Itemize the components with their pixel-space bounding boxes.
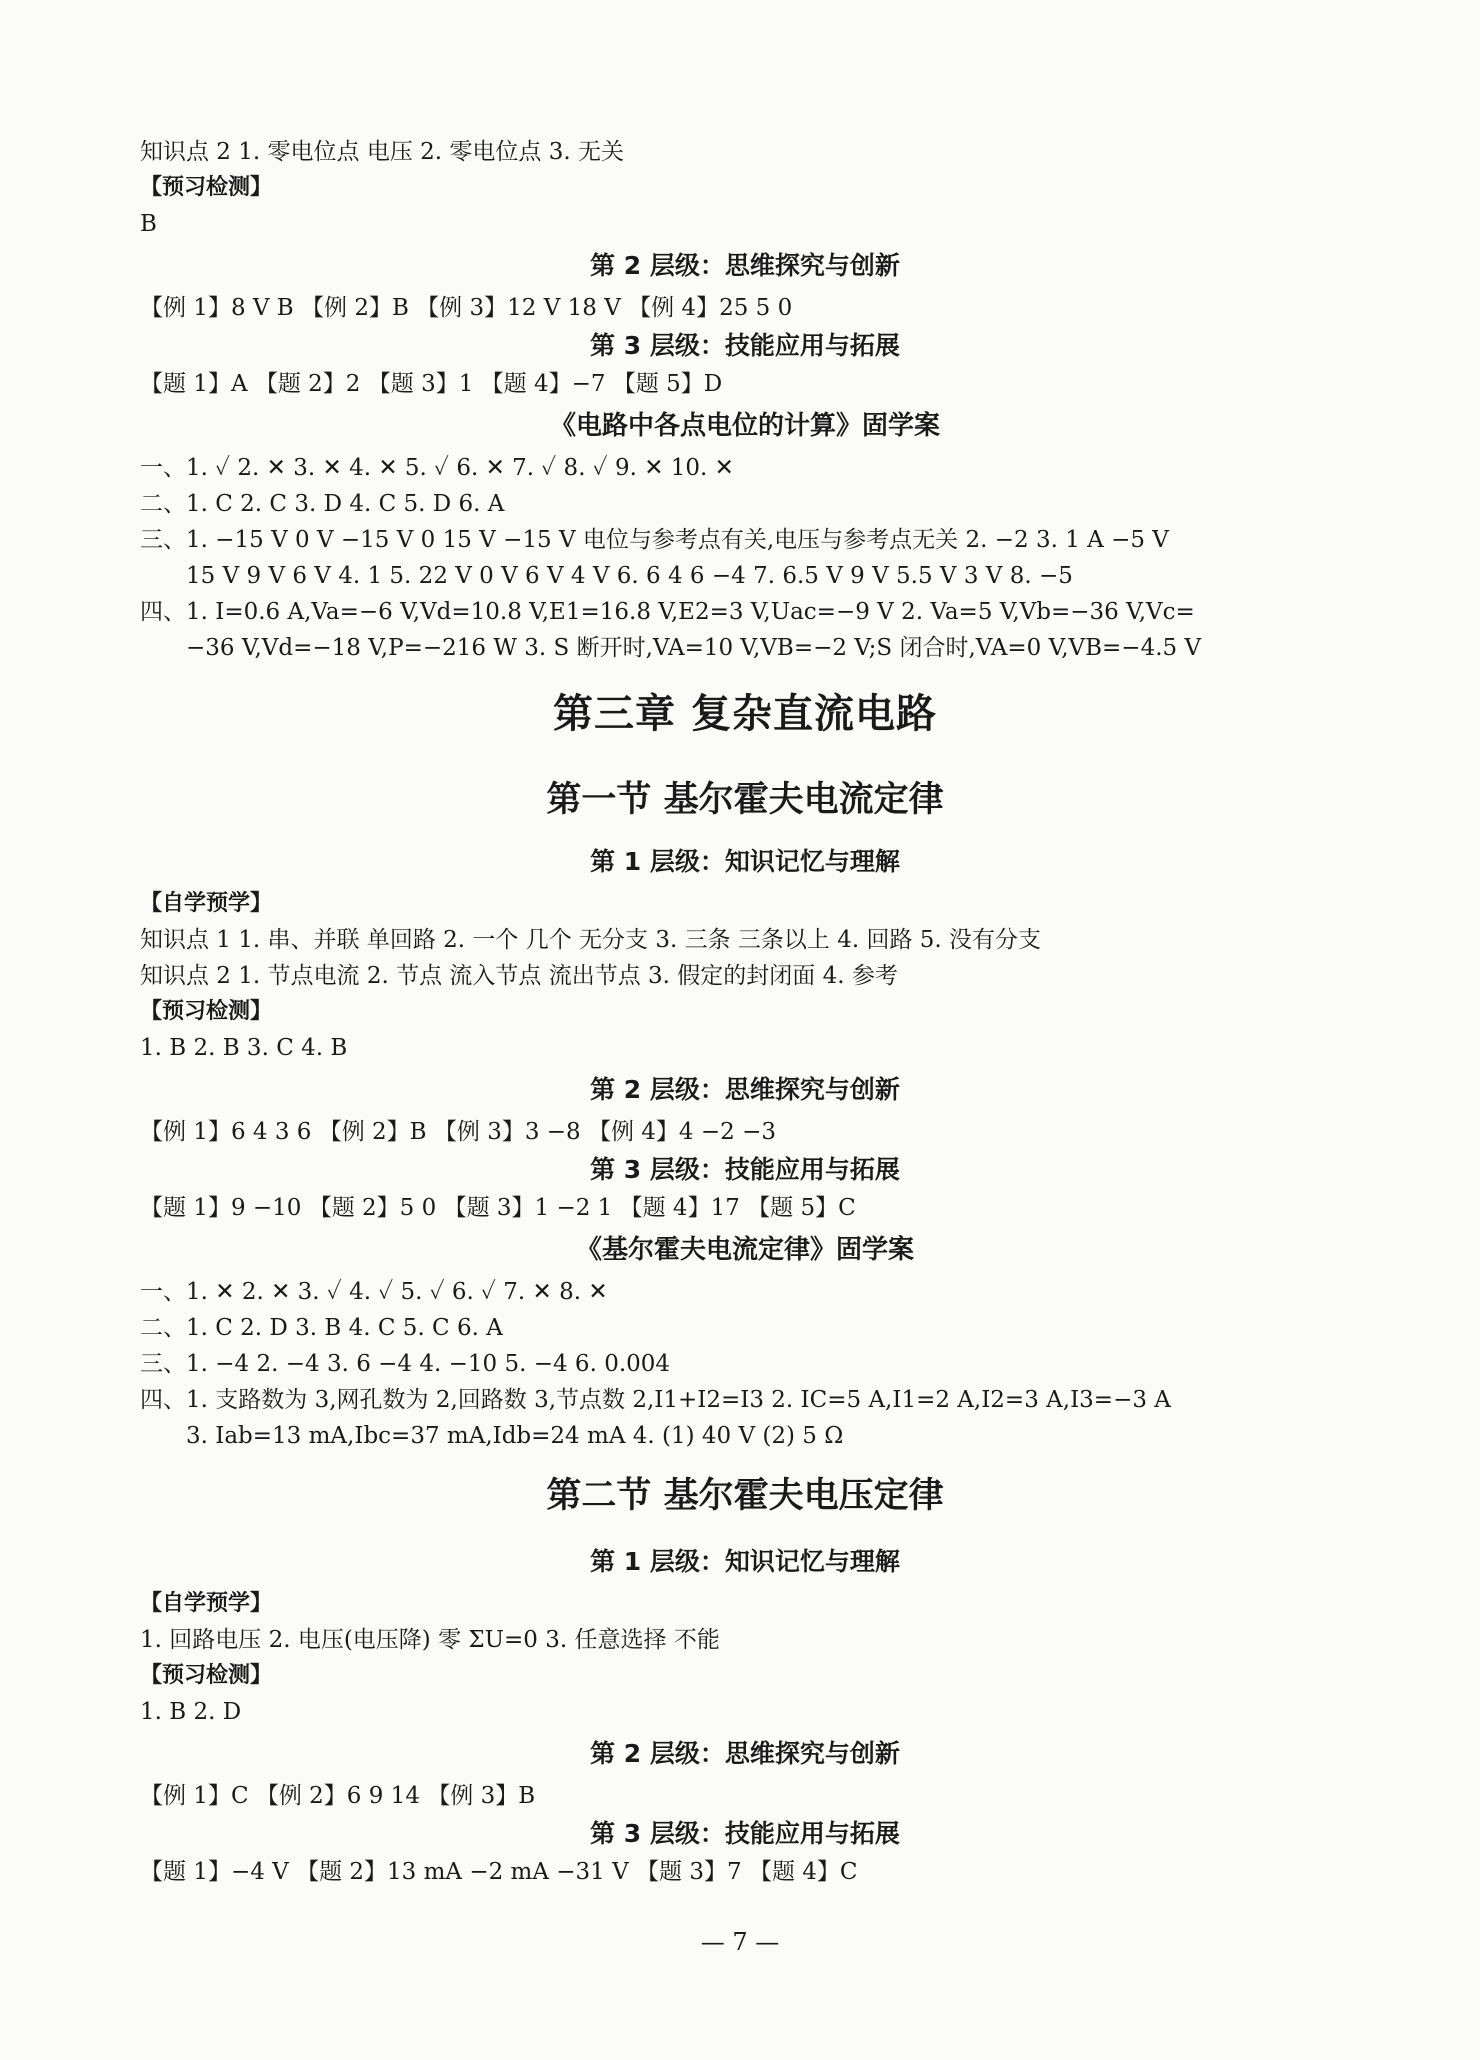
guxue-line: −36 V,Vd=−18 V,P=−216 W 3. S 断开时,VA=10 V,VB=−2 V;S 闭合时,VA=0 V,VB=−4.5 V bbox=[186, 635, 1202, 661]
level3-title: 第 3 层级：技能应用与拓展 bbox=[590, 331, 900, 360]
kp1-line: 知识点 1 1. 串、并联 单回路 2. 一个 几个 无分支 3. 三条 三条以上 4. 回路 5. 没有分支 bbox=[140, 927, 1042, 953]
zixue-answer: 1. 回路电压 2. 电压(电压降) 零 ΣU=0 3. 任意选择 不能 bbox=[140, 1627, 720, 1653]
guxue-line: 一、1. ✓ 2. ✕ 3. ✕ 4. ✕ 5. ✓ 6. ✕ 7. ✓ 8. ✓ 9. ✕ 10. ✕ bbox=[140, 455, 734, 481]
guxue-title: 《电路中各点电位的计算》固学案 bbox=[549, 411, 940, 441]
yuxi-answer: B bbox=[140, 211, 157, 237]
yuxi-header: 【预习检测】 bbox=[140, 999, 273, 1024]
kp2-line: 知识点 2 1. 零电位点 电压 2. 零电位点 3. 无关 bbox=[140, 139, 624, 165]
guxue-line: 二、1. C 2. D 3. B 4. C 5. C 6. A bbox=[140, 1315, 503, 1341]
level2-answers: 【例 1】6 4 3 6 【例 2】B 【例 3】3 −8 【例 4】4 −2 −3 bbox=[140, 1119, 776, 1145]
chapter-title: 第三章 复杂直流电路 bbox=[553, 691, 937, 737]
kp2-line: 知识点 2 1. 节点电流 2. 节点 流入节点 流出节点 3. 假定的封闭面 4. 参考 bbox=[140, 963, 898, 989]
guxue-line: 三、1. −4 2. −4 3. 6 −4 4. −10 5. −4 6. 0.004 bbox=[140, 1351, 671, 1377]
yuxi-answer: 1. B 2. D bbox=[140, 1699, 242, 1725]
page-number: — 7 — bbox=[700, 1928, 780, 1956]
level3-title: 第 3 层级：技能应用与拓展 bbox=[590, 1155, 900, 1184]
guxue-line: 一、1. ✕ 2. ✕ 3. ✓ 4. ✓ 5. ✓ 6. ✓ 7. ✕ 8. ✕ bbox=[140, 1279, 608, 1305]
zixue-header: 【自学预学】 bbox=[140, 891, 273, 916]
level3-title: 第 3 层级：技能应用与拓展 bbox=[590, 1819, 900, 1848]
zixue-header: 【自学预学】 bbox=[140, 1591, 273, 1616]
level1-title: 第 1 层级：知识记忆与理解 bbox=[590, 847, 900, 876]
level3-answers: 【题 1】−4 V 【题 2】13 mA −2 mA −31 V 【题 3】7 【题 4】C bbox=[140, 1859, 858, 1885]
guxue-line: 四、1. 支路数为 3,网孔数为 2,回路数 3,节点数 2,I1+I2=I3 2. IC=5 A,I1=2 A,I2=3 A,I3=−3 A bbox=[140, 1387, 1171, 1413]
yuxi-header: 【预习检测】 bbox=[140, 175, 273, 200]
section-title: 第二节 基尔霍夫电压定律 bbox=[546, 1476, 944, 1516]
guxue-line: 三、1. −15 V 0 V −15 V 0 15 V −15 V 电位与参考点有关,电压与参考点无关 2. −2 3. 1 A −5 V bbox=[140, 527, 1169, 553]
guxue-line: 二、1. C 2. C 3. D 4. C 5. D 6. A bbox=[140, 491, 505, 517]
level2-answers: 【例 1】C 【例 2】6 9 14 【例 3】B bbox=[140, 1783, 536, 1809]
page-content bbox=[140, 134, 1350, 1890]
level2-answers: 【例 1】8 V B 【例 2】B 【例 3】12 V 18 V 【例 4】25 5 0 bbox=[140, 295, 793, 321]
guxue-line: 四、1. I=0.6 A,Va=−6 V,Vd=10.8 V,E1=16.8 V,E2=3 V,Uac=−9 V 2. Va=5 V,Vb=−36 V,Vc= bbox=[140, 599, 1195, 625]
guxue-title: 《基尔霍夫电流定律》固学案 bbox=[575, 1235, 914, 1265]
level2-title: 第 2 层级：思维探究与创新 bbox=[590, 251, 900, 280]
yuxi-header: 【预习检测】 bbox=[140, 1663, 273, 1688]
yuxi-answer: 1. B 2. B 3. C 4. B bbox=[140, 1035, 348, 1061]
level2-title: 第 2 层级：思维探究与创新 bbox=[590, 1075, 900, 1104]
guxue-line: 15 V 9 V 6 V 4. 1 5. 22 V 0 V 6 V 4 V 6. 6 4 6 −4 7. 6.5 V 9 V 5.5 V 3 V 8. −5 bbox=[186, 563, 1073, 589]
level1-title: 第 1 层级：知识记忆与理解 bbox=[590, 1547, 900, 1576]
guxue-line: 3. Iab=13 mA,Ibc=37 mA,Idb=24 mA 4. (1) 40 V (2) 5 Ω bbox=[186, 1423, 844, 1449]
level3-answers: 【题 1】A 【题 2】2 【题 3】1 【题 4】−7 【题 5】D bbox=[140, 371, 723, 397]
level2-title: 第 2 层级：思维探究与创新 bbox=[590, 1739, 900, 1768]
section-title: 第一节 基尔霍夫电流定律 bbox=[546, 780, 944, 820]
level3-answers: 【题 1】9 −10 【题 2】5 0 【题 3】1 −2 1 【题 4】17 【题 5】C bbox=[140, 1195, 856, 1221]
